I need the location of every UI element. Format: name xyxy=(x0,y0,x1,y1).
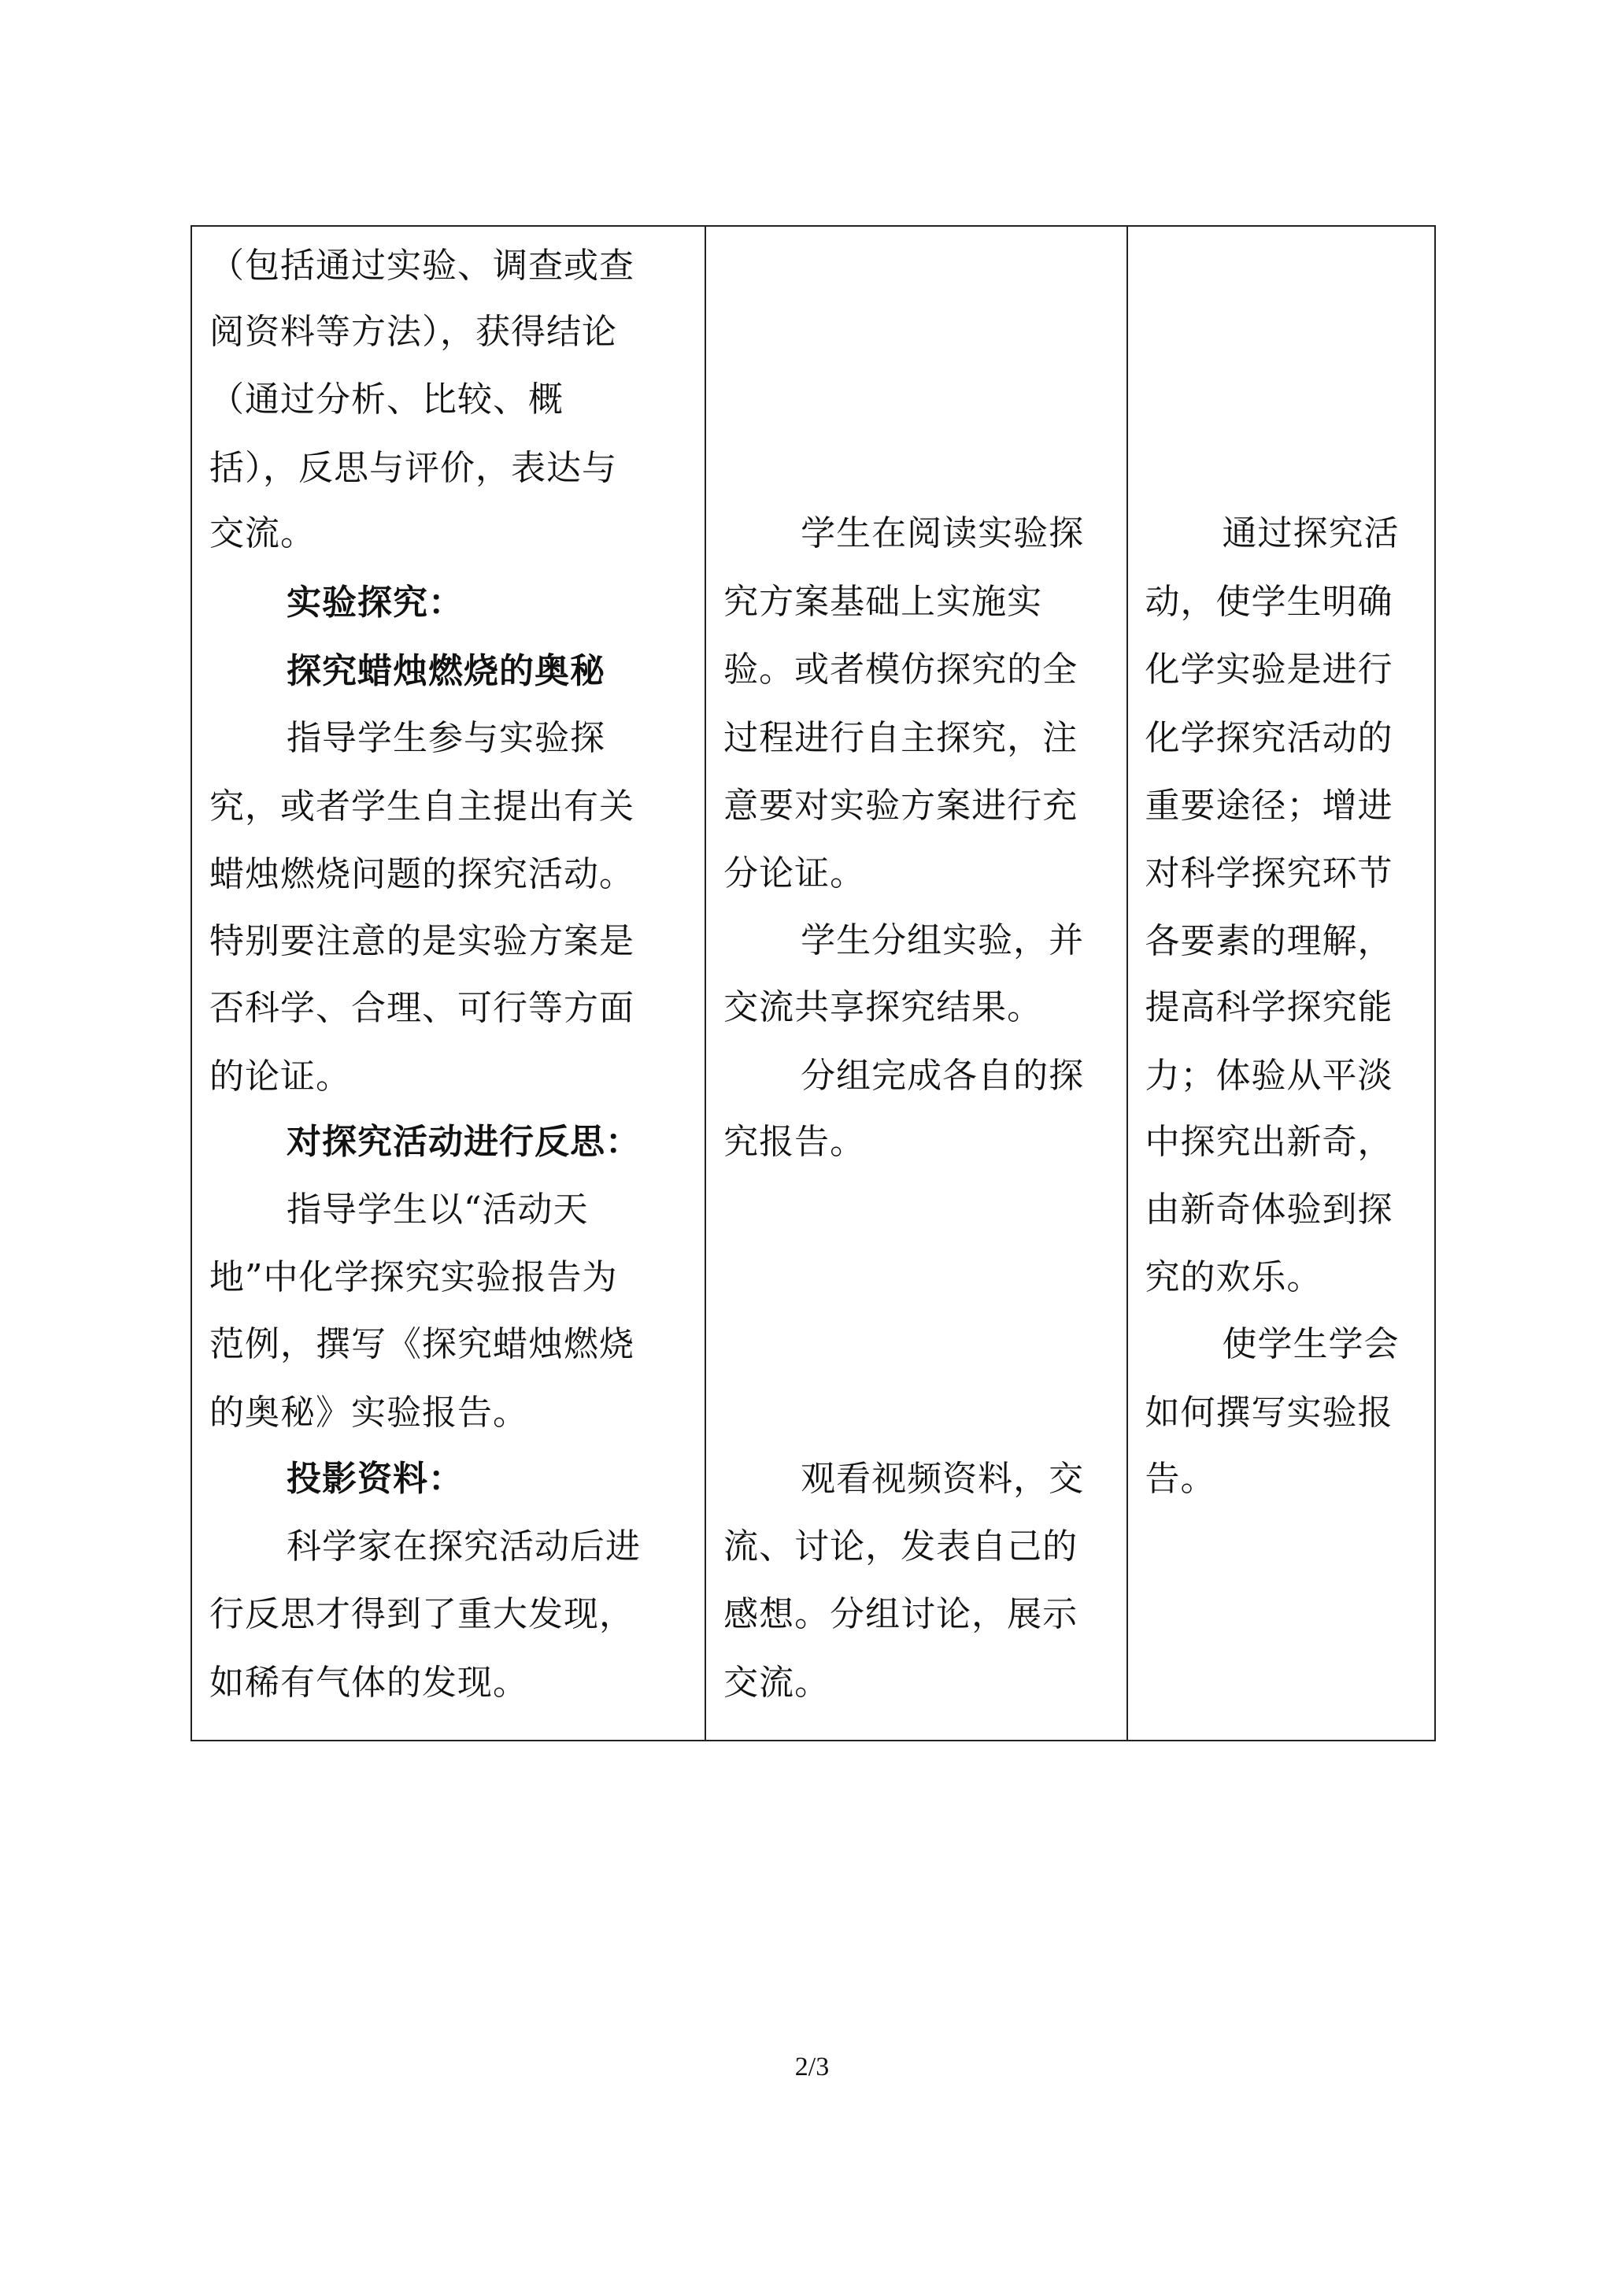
design-intent-column xyxy=(1128,227,1435,1740)
column-2-line: 感想。分组讨论，展示 xyxy=(723,1594,1078,1634)
column-3-line: 各要素的理解， xyxy=(1145,921,1393,961)
column-1-line: 交流。 xyxy=(209,513,316,553)
column-1-line: 投影资料： xyxy=(287,1459,464,1499)
column-1-line: 否科学、合理、可行等方面 xyxy=(209,988,634,1028)
page-number: 2/3 xyxy=(794,2052,830,2081)
column-1-line: 探究蜡烛燃烧的奥秘 xyxy=(287,651,605,691)
column-1-line: 指导学生以“活动天 xyxy=(287,1190,589,1230)
column-2-line: 分论证。 xyxy=(723,853,866,894)
column-2-line: 观看视频资料，交 xyxy=(801,1459,1085,1499)
column-3-line: 力；体验从平淡 xyxy=(1145,1056,1393,1096)
column-1-line: 阅资料等方法），获得结论 xyxy=(209,312,617,352)
column-3-line: 告。 xyxy=(1145,1459,1216,1499)
column-1-line: 特别要注意的是实验方案是 xyxy=(209,921,634,961)
teacher-activity-column xyxy=(192,227,706,1740)
column-2-line: 究报告。 xyxy=(723,1122,866,1162)
column-1-line: 究，或者学生自主提出有关 xyxy=(209,786,634,827)
column-2-line: 过程进行自主探究，注 xyxy=(723,718,1078,758)
column-3-line: 通过探究活 xyxy=(1222,513,1400,553)
column-1-line: 对探究活动进行反思： xyxy=(287,1122,641,1162)
column-1-line: 范例，撰写《探究蜡烛燃烧 xyxy=(209,1324,634,1364)
column-2-line: 学生在阅读实验探 xyxy=(801,513,1085,553)
column-3-line: 重要途径；增进 xyxy=(1145,786,1393,826)
column-3-line: 化学实验是进行 xyxy=(1145,649,1393,690)
column-2-line: 意要对实验方案进行充 xyxy=(723,786,1078,826)
column-3-line: 使学生学会 xyxy=(1222,1324,1400,1364)
column-1-line: 指导学生参与实验探 xyxy=(287,718,605,758)
column-2-line: 流、讨论，发表自己的 xyxy=(723,1526,1078,1567)
column-1-line: 的论证。 xyxy=(209,1056,351,1097)
student-activity-column xyxy=(706,227,1127,1740)
column-1-line: （通过分析、比较、概 xyxy=(209,379,564,420)
column-1-line: 的奥秘》实验报告。 xyxy=(209,1393,528,1433)
column-2-line: 交流共享探究结果。 xyxy=(723,987,1043,1027)
column-3-line: 化学探究活动的 xyxy=(1145,718,1393,758)
column-1-line: 括），反思与评价，表达与 xyxy=(209,448,617,488)
column-3-line: 对科学探究环节 xyxy=(1145,853,1393,894)
column-1-line: 蜡烛燃烧问题的探究活动。 xyxy=(209,854,634,894)
column-3-line: 究的欢乐。 xyxy=(1145,1257,1323,1297)
column-2-line: 学生分组实验，并 xyxy=(801,920,1085,960)
column-2-line: 交流。 xyxy=(723,1663,830,1703)
lesson-plan-table xyxy=(191,225,1436,1741)
column-1-line: 行反思才得到了重大发现， xyxy=(209,1594,634,1634)
column-1-line: 科学家在探究活动后进 xyxy=(287,1526,641,1567)
column-3-line: 动，使学生明确 xyxy=(1145,582,1393,622)
column-3-line: 由新奇体验到探 xyxy=(1145,1190,1393,1230)
column-3-line: 提高科学探究能 xyxy=(1145,987,1393,1027)
column-2-line: 究方案基础上实施实 xyxy=(723,582,1043,622)
column-2-line: 分组完成各自的探 xyxy=(801,1056,1085,1096)
column-3-line: 如何撰写实验报 xyxy=(1145,1393,1393,1433)
column-3-line: 中探究出新奇， xyxy=(1145,1122,1393,1162)
column-1-line: 如稀有气体的发现。 xyxy=(209,1663,528,1703)
column-1-line: 实验探究： xyxy=(287,583,464,623)
column-1-line: 地”中化学探究实验报告为 xyxy=(209,1257,618,1297)
column-2-line: 验。或者模仿探究的全 xyxy=(723,649,1078,690)
column-1-line: （包括通过实验、调查或查 xyxy=(209,246,634,286)
